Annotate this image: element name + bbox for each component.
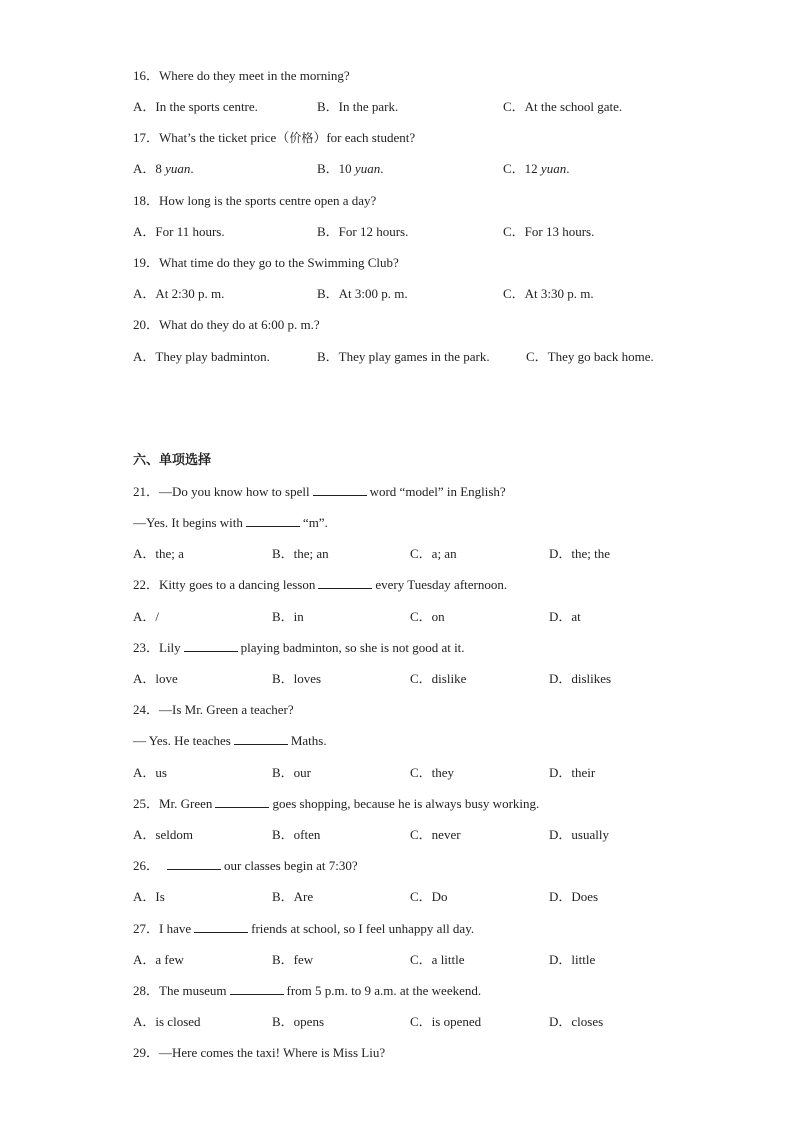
q27-option-d[interactable]: D．little <box>549 952 596 967</box>
q26-option-b[interactable]: B．Are <box>272 889 314 904</box>
answer-blank <box>184 640 238 652</box>
q26-option-d[interactable]: D．Does <box>549 889 599 904</box>
q25-option-b[interactable]: B．often <box>272 827 321 842</box>
question-21-stem: 21．—Do you know how to spell word “model” in English? <box>133 484 506 499</box>
q28-option-d[interactable]: D．closes <box>549 1014 604 1029</box>
q28-option-c[interactable]: C．is opened <box>410 1014 482 1029</box>
q23-option-b[interactable]: B．loves <box>272 671 322 686</box>
question-29-stem: 29．—Here comes the taxi! Where is Miss Liu? <box>133 1045 386 1060</box>
answer-blank <box>194 921 248 933</box>
q22-option-b[interactable]: B．in <box>272 609 304 624</box>
q28-option-b[interactable]: B．opens <box>272 1014 325 1029</box>
q21-option-a[interactable]: A．the; a <box>133 546 184 561</box>
q25-option-c[interactable]: C．never <box>410 827 461 842</box>
question-24-line2: — Yes. He teaches Maths. <box>133 733 327 748</box>
question-22-stem: 22．Kitty goes to a dancing lesson every Tuesday afternoon. <box>133 577 508 592</box>
question-24-stem: 24．—Is Mr. Green a teacher? <box>133 702 294 717</box>
question-26-stem: 26． our classes begin at 7:30? <box>133 858 358 873</box>
q20-option-c[interactable]: C．They go back home. <box>526 349 654 364</box>
question-17-stem: 17．What’s the ticket price（价格）for each student? <box>133 130 416 145</box>
q16-option-a[interactable]: A．In the sports centre. <box>133 99 258 114</box>
q17-option-b[interactable]: B．10 yuan. <box>317 161 384 176</box>
q27-option-b[interactable]: B．few <box>272 952 314 967</box>
q26-option-c[interactable]: C．Do <box>410 889 448 904</box>
question-19-stem: 19．What time do they go to the Swimming Club? <box>133 255 399 270</box>
q23-option-d[interactable]: D．dislikes <box>549 671 612 686</box>
q22-option-c[interactable]: C．on <box>410 609 445 624</box>
q26-option-a[interactable]: A．Is <box>133 889 165 904</box>
q22-option-a[interactable]: A．/ <box>133 609 160 624</box>
answer-blank <box>318 577 372 589</box>
q20-option-a[interactable]: A．They play badminton. <box>133 349 270 364</box>
q19-option-a[interactable]: A．At 2:30 p. m. <box>133 286 225 301</box>
section-6-title: 六、单项选择 <box>133 453 212 468</box>
q19-option-c[interactable]: C．At 3:30 p. m. <box>503 286 594 301</box>
answer-blank <box>230 983 284 995</box>
question-21-line2: —Yes. It begins with “m”. <box>133 515 328 530</box>
q25-option-d[interactable]: D．usually <box>549 827 609 842</box>
q21-option-d[interactable]: D．the; the <box>549 546 611 561</box>
q27-option-c[interactable]: C．a little <box>410 952 465 967</box>
question-25-stem: 25．Mr. Green goes shopping, because he is always busy working. <box>133 796 540 811</box>
q21-option-c[interactable]: C．a; an <box>410 546 457 561</box>
q18-option-a[interactable]: A．For 11 hours. <box>133 224 225 239</box>
q20-option-b[interactable]: B．They play games in the park. <box>317 349 490 364</box>
answer-blank <box>313 484 367 496</box>
q23-option-a[interactable]: A．love <box>133 671 178 686</box>
answer-blank <box>234 733 288 745</box>
question-27-stem: 27．I have friends at school, so I feel unhappy all day. <box>133 921 475 936</box>
q16-option-c[interactable]: C．At the school gate. <box>503 99 623 114</box>
q23-option-c[interactable]: C．dislike <box>410 671 467 686</box>
q24-option-d[interactable]: D．their <box>549 765 596 780</box>
answer-blank <box>246 515 300 527</box>
q17-option-c[interactable]: C．12 yuan. <box>503 161 570 176</box>
q19-option-b[interactable]: B．At 3:00 p. m. <box>317 286 408 301</box>
answer-blank <box>167 858 221 870</box>
question-23-stem: 23．Lily playing badminton, so she is not good at it. <box>133 640 465 655</box>
q16-option-b[interactable]: B．In the park. <box>317 99 399 114</box>
q24-option-a[interactable]: A．us <box>133 765 167 780</box>
q18-option-c[interactable]: C．For 13 hours. <box>503 224 595 239</box>
question-20-stem: 20．What do they do at 6:00 p. m.? <box>133 317 320 332</box>
q22-option-d[interactable]: D．at <box>549 609 581 624</box>
question-28-stem: 28．The museum from 5 p.m. to 9 a.m. at the weekend. <box>133 983 482 998</box>
q24-option-c[interactable]: C．they <box>410 765 455 780</box>
q17-option-a[interactable]: A．8 yuan. <box>133 161 194 176</box>
answer-blank <box>215 796 269 808</box>
q27-option-a[interactable]: A．a few <box>133 952 184 967</box>
q25-option-a[interactable]: A．seldom <box>133 827 193 842</box>
q28-option-a[interactable]: A．is closed <box>133 1014 201 1029</box>
q21-option-b[interactable]: B．the; an <box>272 546 329 561</box>
q18-option-b[interactable]: B．For 12 hours. <box>317 224 409 239</box>
question-16-stem: 16．Where do they meet in the morning? <box>133 68 350 83</box>
q24-option-b[interactable]: B．our <box>272 765 312 780</box>
question-18-stem: 18．How long is the sports centre open a day? <box>133 193 377 208</box>
